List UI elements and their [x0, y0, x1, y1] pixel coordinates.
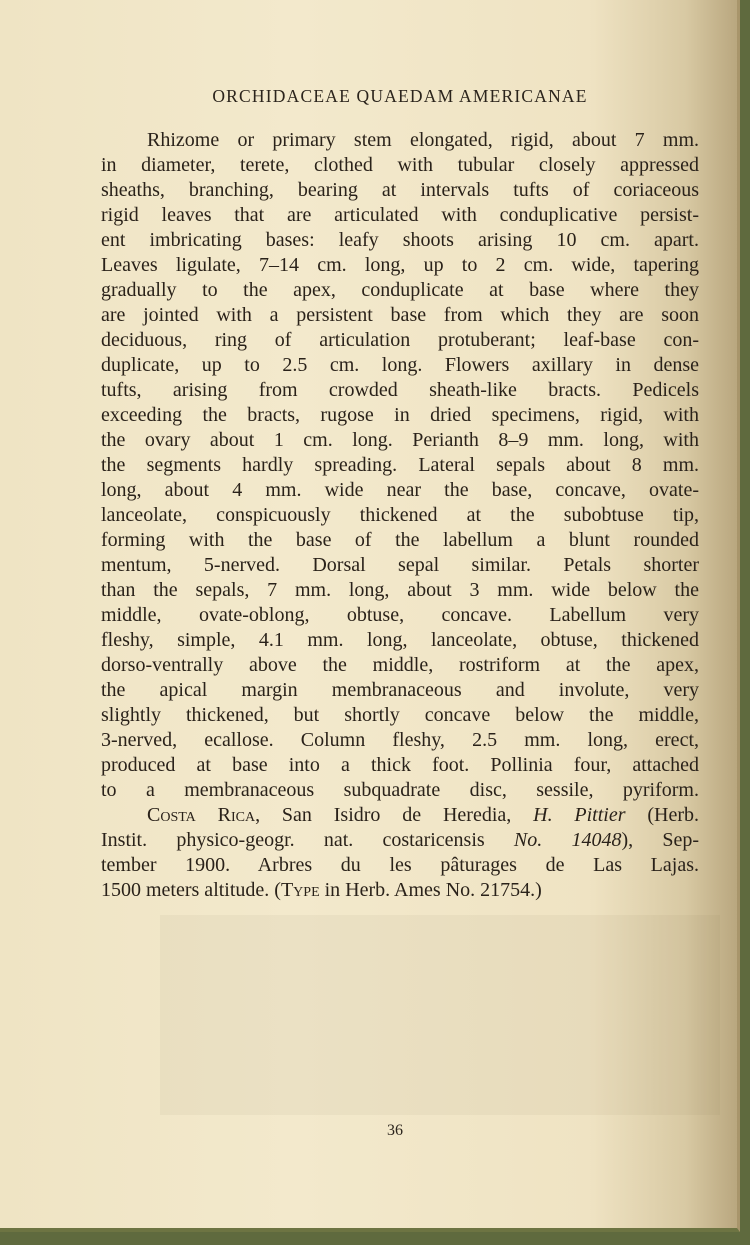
show-through-text	[160, 915, 720, 1115]
page-number: 36	[387, 1122, 403, 1139]
type-label: Type	[280, 879, 320, 901]
specimen-citation-line	[101, 878, 699, 903]
text-line: long, about 4 mm. wide near the base, concave, ovate-	[101, 479, 699, 501]
text-line: sheaths, branching, bearing at intervals tufts of coriaceous	[101, 179, 699, 201]
text-line: tufts, arising from crowded sheath-like bracts. Pedicels	[101, 379, 699, 401]
text-line: produced at base into a thick foot. Pollinia four, attached	[101, 754, 699, 776]
specimen-citation-line: tember 1900. Arbres du les pâturages de Las Lajas.	[101, 854, 699, 876]
text-line: Rhizome or primary stem elongated, rigid, about 7 mm.	[147, 129, 699, 151]
text-line: forming with the base of the labellum a blunt rounded	[101, 529, 699, 551]
specimen-number: No. 14048	[513, 829, 622, 851]
text-line: to a membranaceous subquadrate disc, sessile, pyriform.	[101, 779, 699, 801]
specimen-citation-line	[101, 828, 699, 853]
herbarium-number: in Herb. Ames No. 21754.)	[319, 879, 542, 901]
text-line: the segments hardly spreading. Lateral sepals about 8 mm.	[101, 454, 699, 476]
text-line: are jointed with a persistent base from which they are soon	[101, 304, 699, 326]
running-title: ORCHIDACEAE QUAEDAM AMERICANAE	[212, 86, 588, 106]
text-line: the ovary about 1 cm. long. Perianth 8–9 mm. long, with	[101, 429, 699, 451]
text-line: Leaves ligulate, 7–14 cm. long, up to 2 cm. wide, tapering	[101, 254, 699, 276]
text-line: ent imbricating bases: leafy shoots arising 10 cm. apart.	[101, 229, 699, 251]
text-line: fleshy, simple, 4.1 mm. long, lanceolate, obtuse, thickened	[101, 629, 699, 651]
species-description	[101, 128, 699, 903]
text-line: dorso-ventrally above the middle, rostriform at the apex,	[101, 654, 699, 676]
text-line: mentum, 5-nerved. Dorsal sepal similar. Petals shorter	[101, 554, 699, 576]
text-line: in diameter, terete, clothed with tubular closely appressed	[101, 154, 699, 176]
text-line: exceeding the bracts, rugose in dried specimens, rigid, with	[101, 404, 699, 426]
text-line: than the sepals, 7 mm. long, about 3 mm. wide below the	[101, 579, 699, 601]
text-line: slightly thickened, but shortly concave below the middle,	[101, 704, 699, 726]
text-line: rigid leaves that are articulated with conduplicative persist-	[101, 204, 699, 226]
institution-text: Instit. physico-geogr. nat. costaricensis	[101, 829, 514, 851]
date-start: ), Sep-	[621, 829, 700, 851]
text-line: duplicate, up to 2.5 cm. long. Flowers axillary in dense	[101, 354, 699, 376]
text-line: the apical margin membranaceous and involute, very	[101, 679, 699, 701]
text-line: gradually to the apex, conduplicate at base where they	[101, 279, 699, 301]
altitude-text: 1500 meters altitude. (	[101, 879, 281, 901]
specimen-citation-line	[101, 803, 699, 828]
text-line: 3-nerved, ecallose. Column fleshy, 2.5 mm. long, erect,	[101, 729, 699, 751]
text-line: deciduous, ring of articulation protuberant; leaf-base con-	[101, 329, 699, 351]
text-line: middle, ovate-oblong, obtuse, concave. Labellum very	[101, 604, 699, 626]
locality-name: Costa Rica	[147, 804, 256, 826]
herbarium-start: (Herb.	[625, 804, 699, 826]
text-line: lanceolate, conspicuously thickened at the subobtuse tip,	[101, 504, 699, 526]
collector-name: H. Pittier	[533, 804, 626, 826]
locality-text: , San Isidro de Heredia,	[255, 804, 534, 826]
